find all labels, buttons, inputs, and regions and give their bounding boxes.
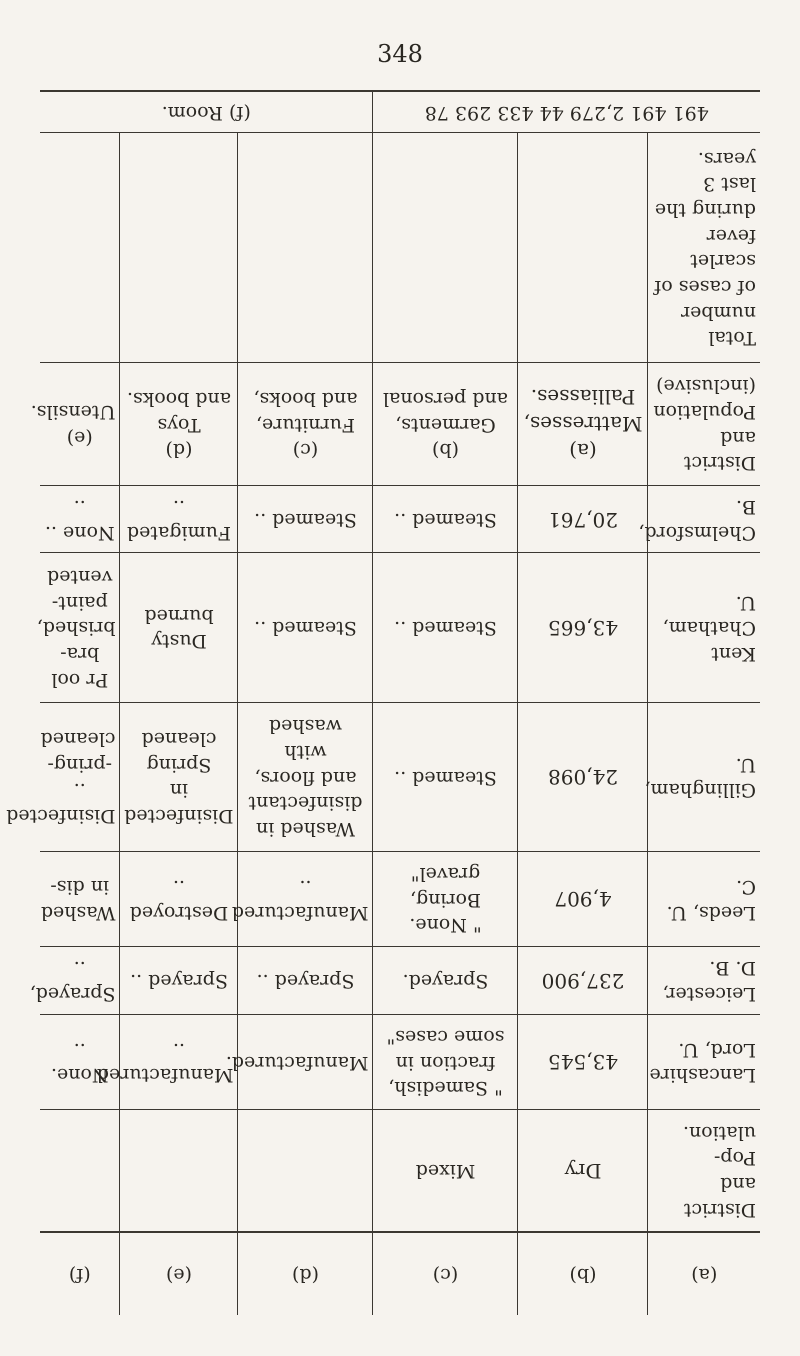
table-cell: Destroyed .. [120,851,238,946]
table-cell [238,702,373,851]
table-cell [238,1109,373,1232]
table-row [40,1014,760,1109]
table-body [6,91,760,1315]
page-number: 348 [377,40,423,68]
table-cell: None. .. [40,1014,120,1109]
cell-line: Lancashire [649,1064,756,1087]
cell-line: Leicester, D. B. [662,957,756,1006]
cell-line: -pring-cleaned [40,728,116,776]
table-cell: Sprayed. [373,946,518,1014]
cell-line: last 3 years. [697,147,756,196]
cell-line: and books, [253,388,358,411]
cell-line: Garments, [395,413,496,436]
row-label [648,1109,760,1232]
table-cell [120,553,238,702]
table-cell: Sprayed .. [238,946,373,1014]
table-cell: 4,907 [518,851,648,946]
cell-line: of cases of [654,275,756,298]
cell-line: " None. Boring, [409,888,482,937]
left-col-values: (f) Room. [40,91,373,132]
table-cell [40,132,120,363]
cell-line: Dusty [151,630,207,653]
table-cell [120,1109,238,1232]
table-cell [120,702,238,851]
table-cell: Sprayed, .. [40,946,120,1014]
cell-line: District and [683,426,756,475]
cell-line: " Samedish, [388,1077,503,1100]
table-row [40,363,760,485]
table-cell [120,363,238,485]
table-cell: Washed in dis- [40,851,120,946]
table-cell [518,363,648,485]
table-cell: 43,545 [518,1014,648,1109]
table-cell [238,363,373,485]
cell-line: Chatham, U. [662,591,756,640]
summary-row [40,91,760,132]
row-label [648,132,760,363]
cell-line: Furniture, [255,413,356,436]
cell-line: (b) [432,439,459,462]
table-cell [373,363,518,485]
table-cell [6,702,120,851]
rotated-table-wrapper [6,90,760,1315]
row-label [648,1014,760,1109]
table-cell: Steamed .. [238,553,373,702]
cell-line: Disinfected in [124,779,234,828]
column-header: (e) [120,1232,238,1315]
column-header: (a) [648,1232,760,1315]
table-cell [238,132,373,363]
table-cell [373,1014,518,1109]
cell-line: Utensils. [30,401,116,423]
cell-line: some cases" [386,1026,505,1049]
cell-line: during the [654,199,756,222]
row-label [648,851,760,946]
row-label [648,946,760,1014]
table-cell: Manufactured .. [238,851,373,946]
cell-line: scarlet fever [690,224,756,273]
cell-line: Leeds, U. C. [666,875,756,924]
cell-line: and floors, with [254,740,357,789]
cell-line: ulation. [682,1121,756,1144]
cell-line: Toys [157,413,201,436]
cell-line: fraction in [395,1051,496,1074]
table-cell: Fumigated .. [120,485,238,553]
table-cell: Sprayed .. [120,946,238,1014]
right-col-values: 491 491 2,279 44 433 293 78 [373,91,760,132]
table-cell [120,132,238,363]
table-cell: Mixed [373,1109,518,1232]
table-cell: Steamed .. [373,702,518,851]
cell-line: District and [683,1173,756,1221]
cell-line: Palliasses. [530,385,636,410]
cell-line: washed [269,715,342,738]
table-cell: 237,900 [518,946,648,1014]
cell-line: Gillingham, U. [644,753,756,802]
table-cell: 20,761 [518,485,648,553]
table-cell: Manufactured .. [120,1014,238,1109]
column-header: (f) [40,1232,120,1315]
table-cell: Steamed .. [373,553,518,702]
table-row [40,485,760,553]
cell-line: and books. [126,388,232,411]
cell-line: vented [47,566,113,589]
cell-line: (c) [292,439,319,462]
cell-line: Kent [711,643,756,666]
cell-line: brished, paint- [36,591,116,640]
table-cell [30,363,120,485]
table-cell: Steamed .. [373,485,518,553]
table-row [40,851,760,946]
cell-line: and personal [382,388,509,411]
row-label [644,702,760,851]
cell-line: burned [144,604,214,627]
table-row [40,946,760,1014]
table-row [40,702,760,851]
table-row [40,132,760,363]
table-cell [40,1109,120,1232]
table-cell: Steamed .. [238,485,373,553]
cell-line: (inclusive) [656,375,756,398]
cell-line: Spring cleaned [141,728,217,776]
cell-line: (d) [165,439,193,462]
table-row [40,553,760,702]
table-row [40,1109,760,1232]
cell-line: Pr ool bra- [51,643,109,691]
column-header: (c) [373,1232,518,1315]
cell-line: Total number [681,301,756,350]
table-cell: Dry [518,1109,648,1232]
row-label [638,485,760,553]
column-header: (d) [238,1232,373,1315]
cell-line: Mattresses, [523,412,643,437]
disinfection-table [6,90,760,1315]
cell-line: Pop- [713,1147,756,1170]
table-cell: Manufactured. [238,1014,373,1109]
column-header: (b) [518,1232,648,1315]
cell-line: Lord, U. [678,1038,756,1061]
cell-line: gravel" [410,863,481,886]
cell-line: Washed in disinfectant [248,792,363,840]
row-label [648,363,760,485]
cell-line: (a) [569,439,597,464]
header-row [40,1232,760,1315]
table-cell: 43,665 [518,553,648,702]
cell-line: Disinfected .. [6,779,116,828]
table-cell [36,553,120,702]
table-cell: None .. .. [40,485,120,553]
table-cell [373,132,518,363]
table-cell [373,851,518,946]
cell-line: Population [653,401,756,423]
row-label [648,553,760,702]
cell-line: (e) [66,426,93,449]
table-cell: 24,098 [518,702,648,851]
table-cell [518,132,648,363]
cell-line: Chelmsford, B. [638,496,756,544]
